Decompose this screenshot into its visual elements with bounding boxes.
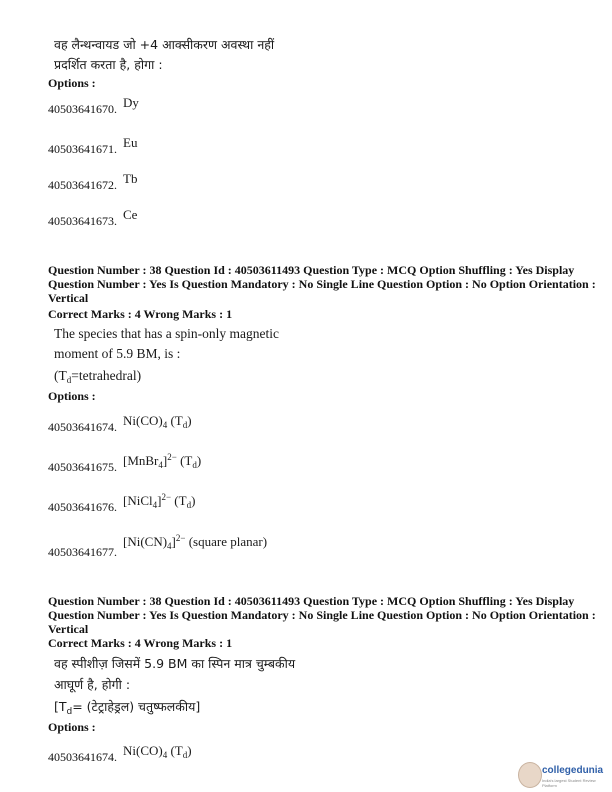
- q2-question-line3-text: =tetrahedral): [71, 368, 142, 383]
- q2-marks: Correct Marks : 4 Wrong Marks : 1: [48, 307, 233, 321]
- q3-option[interactable]: [48, 743, 192, 766]
- q2-option[interactable]: [48, 413, 192, 436]
- q3-hindi-line1: वह स्पीशीज़ जिसमें 5.9 BM का स्पिन मात्र चुम्बकीय: [54, 656, 296, 671]
- q1-option[interactable]: [48, 135, 138, 158]
- option-text: Ni(CO)4 (Td): [123, 413, 192, 430]
- option-text: Dy: [123, 95, 139, 110]
- q1-option[interactable]: [48, 171, 138, 194]
- option-text: [NiCl4]2− (Td): [123, 492, 196, 510]
- q2-options-label: Options :: [48, 389, 96, 403]
- q2-question-line3: $(T_d=tetrahedral)$: [54, 368, 142, 385]
- q3-marks: Correct Marks : 4 Wrong Marks : 1: [48, 636, 233, 650]
- q2-meta: Question Number : 38 Question Id : 40503611493 Question Type : MCQ Option Shuffling : Yes Display Question Number : Yes Is Question Mandatory : No Single Line Question Option : No Option Orientation : Vertical: [48, 263, 596, 305]
- watermark-brand: collegedunia: [542, 765, 604, 776]
- q3-hindi-line3: [$T_d=$ (टेट्राहेड्रल) चतुष्फलकीय]: [54, 699, 201, 717]
- q1-options-label: Options :: [48, 76, 96, 90]
- option-id: 40503641677.: [48, 545, 117, 559]
- option-text: Tb: [123, 171, 138, 186]
- option-text: [Ni(CN)4]2− (square planar): [123, 533, 268, 551]
- option-id: 40503641674.: [48, 420, 117, 434]
- q3-options-label: Options :: [48, 720, 96, 734]
- q3-hindi-line2: आघूर्ण है, होगी :: [54, 677, 131, 692]
- q2-option[interactable]: [48, 533, 268, 561]
- watermark-tagline: India's largest Student Review Platform: [542, 778, 596, 788]
- q1-hindi-line1: वह लैन्थन्वायड जो +4 आक्सीकरण अवस्था नहीं: [54, 37, 275, 52]
- option-id: 40503641674.: [48, 750, 117, 764]
- q2-question-line1: The species that has a spin-only magnetic: [54, 326, 279, 341]
- option-id: 40503641675.: [48, 460, 117, 474]
- q2-question-line2: moment of 5.9 BM, is :: [54, 346, 181, 361]
- q2-option[interactable]: [48, 452, 202, 476]
- option-text: Ce: [123, 207, 138, 222]
- q1-hindi-line2: प्रदर्शित करता है, होगा :: [54, 57, 163, 72]
- option-text: Eu: [123, 135, 138, 150]
- option-id: 40503641672.: [48, 178, 117, 192]
- option-id: 40503641673.: [48, 214, 117, 228]
- option-id: 40503641670.: [48, 102, 117, 116]
- option-id: 40503641671.: [48, 142, 117, 156]
- option-text: Ni(CO)4 (Td): [123, 743, 192, 760]
- option-id: 40503641676.: [48, 500, 117, 514]
- option-text: [MnBr4]2− (Td): [123, 452, 202, 470]
- q1-option[interactable]: [48, 95, 139, 118]
- q1-option[interactable]: [48, 207, 138, 230]
- mascot-icon: [518, 762, 542, 788]
- q3-hindi-line3-text: = (टेट्राहेड्रल) चतुष्फलकीय]: [72, 699, 201, 714]
- q2-option[interactable]: [48, 492, 196, 516]
- q3-meta: Question Number : 38 Question Id : 40503611493 Question Type : MCQ Option Shuffling : Yes Display Question Number : Yes Is Question Mandatory : No Single Line Question Option : No Option Orientation : Vertical: [48, 594, 596, 636]
- collegedunia-watermark: [518, 760, 610, 790]
